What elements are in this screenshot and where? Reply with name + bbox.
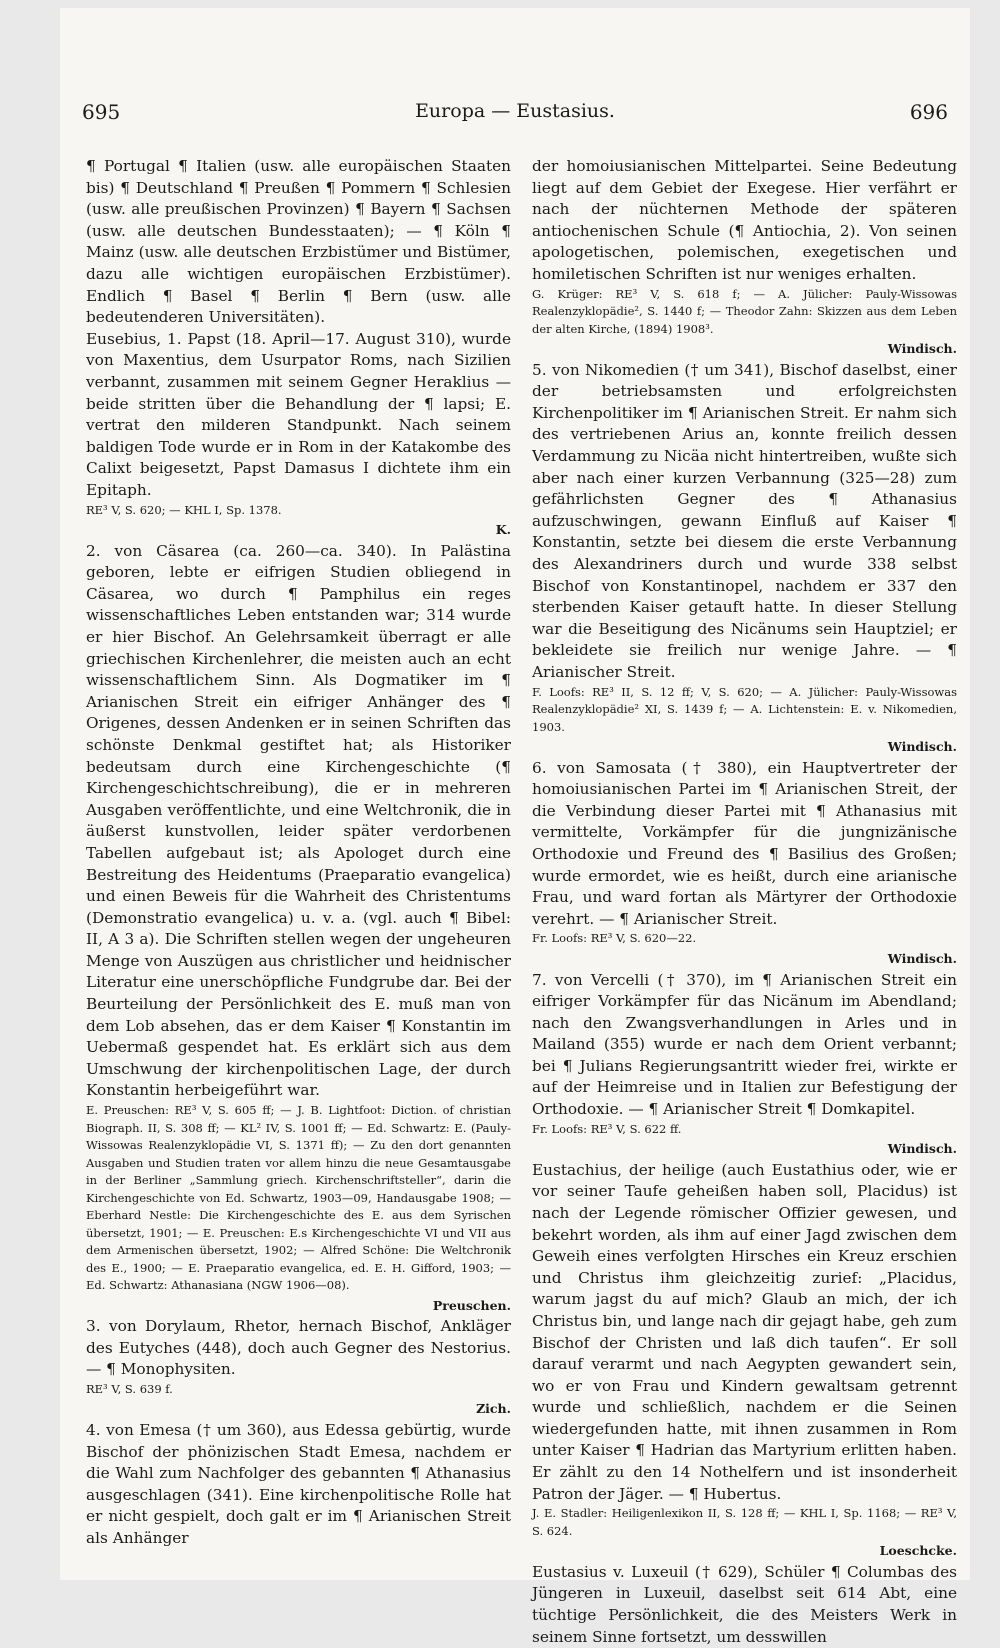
author-signature: Preuschen. xyxy=(432,1297,511,1313)
author-signature: Zich. xyxy=(476,1401,511,1417)
entry-paragraph: Eusebius, 1. Papst (18. April—17. August 310), wurde von Maxentius, dem Usurpator Roms, nach Sizilien verbannt, zusammen mit seinem Gegner Heraklius — beide stritten über die Behandlung der ¶ lapsi; E. vertrat den milderen Standpunkt. Nach seinem baldigen Tode wurde er in Rom in der Katakombe des Calixt beigesetzt, Papst Damasus I dichtete ihm ein Epitaph. xyxy=(86,329,511,499)
page-number-left: 695 xyxy=(82,100,121,124)
left-column xyxy=(86,156,511,1556)
right-column xyxy=(532,156,957,1646)
literature-note: RE³ V, S. 639 f. xyxy=(86,1381,173,1396)
entry-paragraph: 6. von Samosata († 380), ein Hauptvertreter der homoiusianischen Partei im ¶ Arianischen Streit, der die Verbindung dieser Partei mit ¶ Athanasius mit vermittelte, Vorkämpfer für die jungnizänische Orthodoxie und Freund des ¶ Basilius des Großen; wurde ermordet, wie es heißt, durch eine arianische Frau, und ward fortan als Märtyrer der Orthodoxie verehrt. — ¶ Arianischer Streit. xyxy=(532,758,957,928)
page-header xyxy=(82,100,948,130)
book-page xyxy=(60,8,970,1646)
entry-paragraph: 5. von Nikomedien († um 341), Bischof daselbst, einer der betriebsamsten und erfolgreichsten Kirchenpolitiker im ¶ Arianischen Streit. Er nahm sich des vertriebenen Arius an, konnte freilich dessen Verdammung zu Nicäa nicht hintertreiben, wußte sich aber nach einer kurzen Verbannung (325—28) zum gefährlichsten Gegner des ¶ Athanasius aufzuschwingen, gewann Einfluß auf Kaiser ¶ Konstantin, setzte bei diesem die erste Verbannung des Alexandriners durch und wurde 338 selbst Bischof von Konstantinopel, nachdem er 337 den sterbenden Kaiser getauft hatte. In dieser Stellung war die Beseitigung des Nicänums sein Hauptziel; er bekleidete sie freilich nur wenige Jahre. — ¶ Arianischer Streit. xyxy=(532,360,957,681)
author-signature: Windisch. xyxy=(887,950,957,966)
entry-paragraph: 2. von Cäsarea (ca. 260—ca. 340). In Palästina geboren, lebte er eifrigen Studien obliegend in Cäsarea, wo durch ¶ Pamphilus ein reges wissenschaftliches Leben entstanden war; 314 wurde er hier Bischof. An Gelehrsamkeit überragt er alle griechischen Kirchenlehrer, die meisten auch an echt wissenschaftlichem Sinn. Als Dogmatiker im ¶ Arianischen Streit ein eifriger Anhänger des ¶ Origenes, dessen Andenken er in seinen Schriften das schönste Denkmal gestiftet hat; als Historiker bedeutsam durch eine Kirchengeschichte (¶ Kirchengeschichtschreibung), die er in mehreren Ausgaben veröffentlichte, und eine Weltchronik, die in äußerst kunstvollen, leider später verdorbenen Tabellen aufgebaut ist; als Apologet durch eine Bestreitung des Heidentums (Praeparatio evangelica) und einen Beweis für die Wahrheit des Christentums (Demonstratio evangelica) u. v. a. (vgl. auch ¶ Bibel: II, A 3 a). Die Schriften stellen wegen der ungeheuren Menge von Auszügen aus christlicher und heidnischer Literatur eine unerschöpfliche Fundgrube dar. Bei der Beurteilung der Persönlichkeit des E. muß man von dem Lob absehen, das er dem Kaiser ¶ Konstantin im Uebermaß gespendet hat. Es erklärt sich aus dem Umschwung der kirchenpolitischen Lage, der durch Konstantin herbeigeführt war. xyxy=(86,541,511,1100)
running-title: Europa — Eustasius. xyxy=(415,100,615,122)
entry-paragraph: Eustachius, der heilige (auch Eustathius oder, wie er vor seiner Taufe geheißen haben soll, Placidus) ist nach der Legende römischer Offizier gewesen, und bekehrt worden, als ihm auf einer Jagd zwischen dem Geweih eines verfolgten Hirsches ein Kreuz erschien und Christus ihm gleichzeitig zurief: „Placidus, warum jagst du auf mich? Glaub an mich, der ich Christus bin, und lange nach dir gejagt habe, geh zum Bischof der Christen und laß dich taufen“. Er soll darauf verarmt und nach Aegypten gewandert sein, wo er von Frau und Kindern gewaltsam getrennt wurde und schließlich, nachdem er die Seinen wiedergefunden hatte, mit ihnen zusammen in Rom unter Kaiser ¶ Hadrian das Martyrium erlitten haben. Er zählt zu den 14 Nothelfern und ist insonderheit Patron der Jäger. — ¶ Hubertus. xyxy=(532,1160,957,1503)
page-number-right: 696 xyxy=(909,100,948,124)
author-signature: Windisch. xyxy=(887,1141,957,1157)
literature-note: E. Preuschen: RE³ V, S. 605 ff; — J. B. Lightfoot: Diction. of christian Biograph. II, S. 308 ff; — KL² IV, S. 1001 ff; — Ed. Schwartz: E. (Pauly-Wissowas Realenzyklopädie VI, S. 1371 ff); — Zu den dort genannten Ausgaben und Studien traten vor allem hinzu die neue Gesamtausgabe in der Berliner „Sammlung griech. Kirchenschriftsteller“, darin die Kirchengeschichte von Ed. Schwartz, 1903—09, Handausgabe 1908; — Eberhard Nestle: Die Kirchengeschichte des E. aus dem Syrischen übersetzt, 1901; — E. Preuschen: E.s Kirchengeschichte VI und VII aus dem Armenischen übersetzt, 1902; — Alfred Schöne: Die Weltchronik des E., 1900; — E. Praeparatio evangelica, ed. E. H. Gifford, 1903; — Ed. Schwartz: Athanasiana (NGW 1906—08). xyxy=(86,1103,511,1293)
literature-note: F. Loofs: RE³ II, S. 12 ff; V, S. 620; — A. Jülicher: Pauly-Wissowas Realenzyklopädie² XI, S. 1439 f; — A. Lichtenstein: E. v. Nikomedien, 1903. xyxy=(532,684,957,734)
literature-note: Fr. Loofs: RE³ V, S. 620—22. xyxy=(532,931,697,946)
author-signature: Windisch. xyxy=(887,341,957,357)
literature-note: G. Krüger: RE³ V, S. 618 f; — A. Jülicher: Pauly-Wissowas Realenzyklopädie², S. 1440 f; — Theodor Zahn: Skizzen aus dem Leben der alten Kirche, (1894) 1908³. xyxy=(532,286,957,336)
literature-note: RE³ V, S. 620; — KHL I, Sp. 1378. xyxy=(86,502,282,517)
entry-paragraph: ¶ Portugal ¶ Italien (usw. alle europäischen Staaten bis) ¶ Deutschland ¶ Preußen ¶ Pommern ¶ Schlesien (usw. alle preußischen Provinzen) ¶ Bayern ¶ Sachsen (usw. alle deutschen Bundesstaaten); — ¶ Köln ¶ Mainz (usw. alle deutschen Erzbistümer und Bistümer, dazu alle wichtigen europäischen Erzbistümer). Endlich ¶ Basel ¶ Berlin ¶ Bern (usw. alle bedeutenderen Universitäten). xyxy=(86,157,511,327)
author-signature: Loeschcke. xyxy=(879,1543,957,1559)
entry-paragraph: 3. von Dorylaum, Rhetor, hernach Bischof, Ankläger des Eutyches (448), doch auch Gegner des Nestorius. — ¶ Monophysiten. xyxy=(86,1317,511,1379)
entry-paragraph: Eustasius v. Luxeuil († 629), Schüler ¶ Columbas des Jüngeren in Luxeuil, daselbst seit 614 Abt, eine tüchtige Persönlichkeit, die des Meisters Werk in seinem Sinne fortsetzt, um desswillen xyxy=(532,1562,957,1646)
literature-note: J. E. Stadler: Heiligenlexikon II, S. 128 ff; — KHL I, Sp. 1168; — RE³ V, S. 624. xyxy=(532,1506,957,1538)
literature-note: Fr. Loofs: RE³ V, S. 622 ff. xyxy=(532,1121,682,1136)
entry-paragraph: der homoiusianischen Mittelpartei. Seine Bedeutung liegt auf dem Gebiet der Exegese. Hier verfährt er nach der nüchternen Methode der späteren antiochenischen Schule (¶ Antiochia, 2). Von seinen apologetischen, polemischen, exegetischen und homiletischen Schriften ist nur weniges erhalten. xyxy=(532,157,957,283)
entry-paragraph: 4. von Emesa († um 360), aus Edessa gebürtig, wurde Bischof der phönizischen Stadt Emesa, nachdem er die Wahl zum Nachfolger des gebannten ¶ Athanasius ausgeschlagen (341). Eine kirchenpolitische Rolle hat er nicht gespielt, doch galt er im ¶ Arianischen Streit als Anhänger xyxy=(86,1421,511,1547)
author-signature: K. xyxy=(495,522,511,537)
entry-paragraph: 7. von Vercelli († 370), im ¶ Arianischen Streit ein eifriger Vorkämpfer für das Nicänum im Abendland; nach den Zwangsverhandlungen in Arles und in Mailand (355) wurde er nach dem Orient verbannt; bei ¶ Julians Regierungsantritt wieder frei, wirkte er auf der Heimreise und in Italien zur Befestigung der Orthodoxie. — ¶ Arianischer Streit ¶ Domkapitel. xyxy=(532,970,957,1119)
author-signature: Windisch. xyxy=(887,739,957,755)
